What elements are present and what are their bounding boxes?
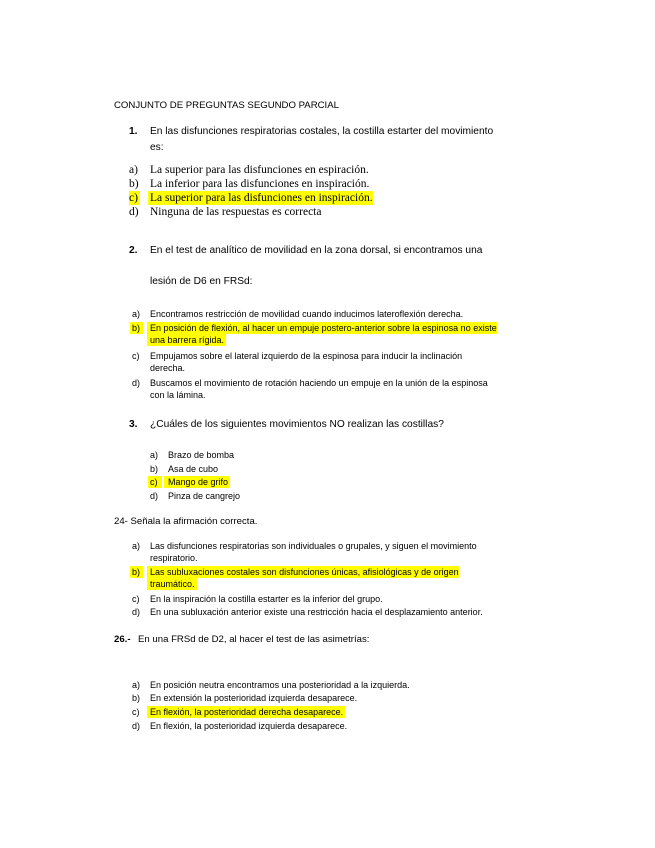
q1-option-b: La inferior para las disfunciones en inspiración. <box>150 178 370 190</box>
q24-option-b-label: b) <box>130 566 143 578</box>
q26-option-a: En posición neutra encontramos una posterioridad a la izquierda. <box>150 680 410 690</box>
q3-option-d: Pinza de cangrejo <box>168 491 241 501</box>
q3-option-a-label: a) <box>150 450 159 460</box>
q24-heading: 24- Señala la afirmación correcta. <box>114 516 258 527</box>
q1-number: 1. <box>129 126 138 137</box>
q1-option-d: Ninguna de las respuestas es correcta <box>150 206 322 218</box>
q26-heading: En una FRSd de D2, al hacer el test de las asimetrías: <box>138 634 370 645</box>
q3-option-a: Brazo de bomba <box>168 450 235 460</box>
q3-option-d-label: d) <box>150 491 159 501</box>
q2-option-c-label: c) <box>132 351 140 361</box>
q24-option-d-label: d) <box>132 607 141 617</box>
document-title: CONJUNTO DE PREGUNTAS SEGUNDO PARCIAL <box>114 100 339 111</box>
q1-option-a: La superior para las disfunciones en espiración. <box>150 164 369 176</box>
q26-option-b: En extensión la posterioridad izquierda desaparece. <box>150 693 358 703</box>
q3-option-c-label: c) <box>148 476 162 488</box>
q2-option-b-label: b) <box>130 322 143 334</box>
q24-option-c-label: c) <box>132 594 140 604</box>
q26-option-a-label: a) <box>132 680 141 690</box>
q3-option-c: Mango de grifo <box>164 476 230 488</box>
q1-option-a-label: a) <box>129 164 138 176</box>
q3-number: 3. <box>129 419 138 430</box>
q3-text: ¿Cuáles de los siguientes movimientos NO realizan las costillas? <box>150 419 444 430</box>
q3-option-b-label: b) <box>150 464 159 474</box>
q1-option-c-label: c) <box>129 192 138 204</box>
q24-option-c: En la inspiración la costilla estarter es la inferior del grupo. <box>150 594 383 604</box>
q24-option-a-label: a) <box>132 541 141 551</box>
q1-option-b-label: b) <box>129 178 139 190</box>
q2-option-a-label: a) <box>132 309 141 319</box>
q26-number: 26.- <box>114 634 131 645</box>
q24-option-a-cont: respiratorio. <box>150 553 198 563</box>
q2-option-c: Empujamos sobre el lateral izquierdo de la espinosa para inducir la inclinación <box>150 351 463 361</box>
q1-option-c: La superior para las disfunciones en inspiración. <box>150 192 373 204</box>
q26-option-c: En flexión, la posterioridad derecha desaparece. <box>147 706 345 718</box>
q26-option-b-label: b) <box>132 693 141 703</box>
q26-option-d: En flexión, la posterioridad izquierda desaparece. <box>150 721 348 731</box>
q2-option-a: Encontramos restricción de movilidad cuando inducimos lateroflexión derecha. <box>150 309 464 319</box>
q2-option-d-label: d) <box>132 378 141 388</box>
q26-option-c-label: c) <box>132 707 140 717</box>
q24-option-b-cont: traumático. <box>147 578 197 590</box>
q3-option-b: Asa de cubo <box>168 464 219 474</box>
q26-option-d-label: d) <box>132 721 141 731</box>
q24-option-a: Las disfunciones respiratorias son individuales o grupales, y siguen el movimiento <box>150 541 477 551</box>
q1-text: En las disfunciones respiratorias costales, la costilla estarter del movimiento <box>150 126 494 137</box>
q2-number: 2. <box>129 245 138 256</box>
q2-option-d-cont: con la lámina. <box>150 390 206 400</box>
q24-option-d: En una subluxación anterior existe una restricción hacia el desplazamiento anterior. <box>150 607 483 617</box>
q2-option-c-cont: derecha. <box>150 363 186 373</box>
q1-option-d-label: d) <box>129 206 139 218</box>
q2-text: En el test de analítico de movilidad en la zona dorsal, si encontramos una <box>150 245 483 256</box>
q2-text-cont: lesión de D6 en FRSd: <box>150 276 253 287</box>
q2-option-d: Buscamos el movimiento de rotación haciendo un empuje en la unión de la espinosa <box>150 378 488 388</box>
q24-option-b: Las subluxaciones costales son disfunciones únicas, afisiológicas y de origen <box>147 566 459 578</box>
q1-text-cont: es: <box>150 142 164 153</box>
q2-option-b: En posición de flexión, al hacer un empuje postero-anterior sobre la espinosa no existe <box>147 322 497 334</box>
q2-option-b-cont: una barrera rígida. <box>147 334 226 346</box>
